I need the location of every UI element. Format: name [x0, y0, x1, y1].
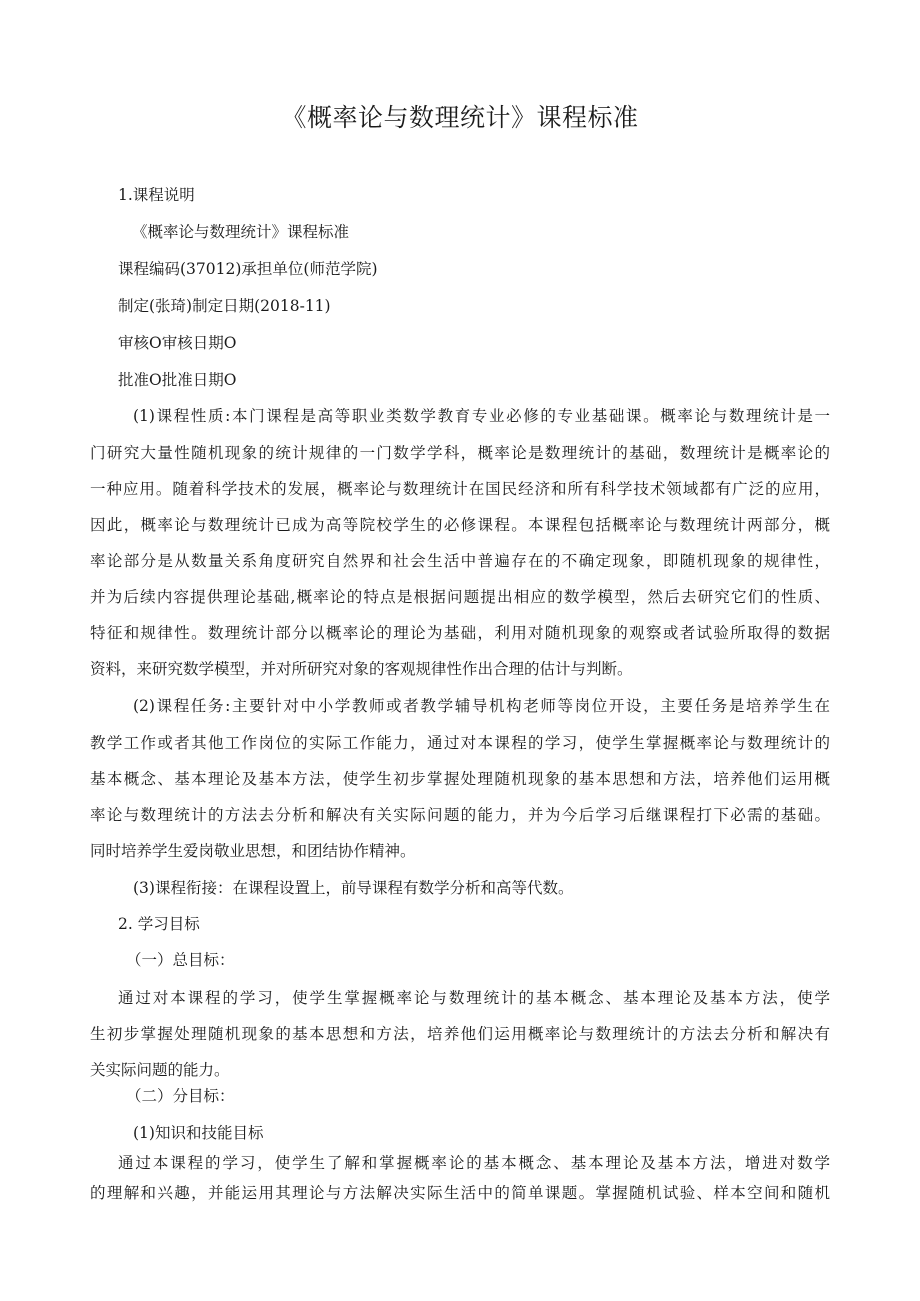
- document-title: 《概率论与数理统计》课程标准: [281, 103, 639, 132]
- overall-goal-paragraph-line: 通过对本课程的学习，使学生掌握概率论与数理统计的基本概念、基本理论及基本方法，使学: [118, 989, 830, 1007]
- knowledge-goal-paragraph-line: 通过本课程的学习，使学生了解和掌握概率论的基本概念、基本理论及基本方法，增进对数学: [118, 1154, 830, 1172]
- sub-goal-heading: （二）分目标：: [126, 1087, 235, 1105]
- section2-heading: 2. 学习目标: [118, 915, 200, 933]
- overall-goal-heading: （一）总目标：: [126, 951, 235, 969]
- author-line: 制定(张琦)制定日期(2018-11): [118, 297, 331, 315]
- course-name-line: 《概率论与数理统计》课程标准: [132, 223, 350, 241]
- task-paragraph-line: 同时培养学生爱岗敬业思想，和团结协作精神。: [90, 842, 416, 860]
- nature-paragraph-line: 一种应用。随着科学技术的发展，概率论与数理统计在国民经济和所有科学技术领域都有广泛的应用，: [90, 480, 830, 498]
- section1-heading: 1.课程说明: [118, 186, 195, 204]
- task-paragraph-line: (2)课程任务:主要针对中小学教师或者教学辅导机构老师等岗位开设，主要任务是培养学生在: [133, 697, 830, 715]
- nature-paragraph-line: 资料，来研究数学模型，并对所研究对象的客观规律性作出合理的估计与判断。: [90, 660, 633, 678]
- approve-line: 批准O批准日期O: [118, 371, 237, 389]
- task-paragraph-line: 率论与数理统计的方法去分析和解决有关实际问题的能力，并为今后学习后继课程打下必需的基础。: [90, 806, 830, 824]
- task-paragraph-line: 基本概念、基本理论及基本方法，使学生初步掌握处理随机现象的基本思想和方法，培养他们运用概: [90, 770, 830, 788]
- course-connection-line: (3)课程衔接：在课程设置上，前导课程有数学分析和高等代数。: [133, 879, 574, 897]
- nature-paragraph-line: 特征和规律性。数理统计部分以概率论的理论为基础，利用对随机现象的观察或者试验所取得的数据: [90, 624, 830, 642]
- task-paragraph-line: 教学工作或者其他工作岗位的实际工作能力，通过对本课程的学习，使学生掌握概率论与数理统计的: [90, 734, 830, 752]
- course-code-line: 课程编码(37012)承担单位(师范学院): [118, 260, 378, 278]
- nature-paragraph-line: 并为后续内容提供理论基础,概率论的特点是根据问题提出相应的数学模型，然后去研究它们的性质、: [90, 588, 830, 606]
- nature-paragraph-line: 因此，概率论与数理统计已成为高等院校学生的必修课程。本课程包括概率论与数理统计两部分，概: [90, 516, 830, 534]
- nature-paragraph-line: (1)课程性质:本门课程是高等职业类数学教育专业必修的专业基础课。概率论与数理统计是一: [133, 407, 830, 425]
- nature-paragraph-line: 率论部分是从数量关系角度研究自然界和社会生活中普遍存在的不确定现象，即随机现象的规律性，: [90, 552, 830, 570]
- overall-goal-paragraph-line: 生初步掌握处理随机现象的基本思想和方法，培养他们运用概率论与数理统计的方法去分析和解决有: [90, 1025, 830, 1043]
- knowledge-goal-paragraph-line: 的理解和兴趣，并能运用其理论与方法解决实际生活中的简单课题。掌握随机试验、样本空间和随机: [90, 1184, 830, 1202]
- knowledge-goal-heading: (1)知识和技能目标: [133, 1124, 264, 1142]
- review-line: 审核O审核日期O: [118, 334, 237, 352]
- overall-goal-paragraph-line: 关实际问题的能力。: [90, 1061, 230, 1079]
- nature-paragraph-line: 门研究大量性随机现象的统计规律的一门数学学科，概率论是数理统计的基础，数理统计是概率论的: [90, 444, 830, 462]
